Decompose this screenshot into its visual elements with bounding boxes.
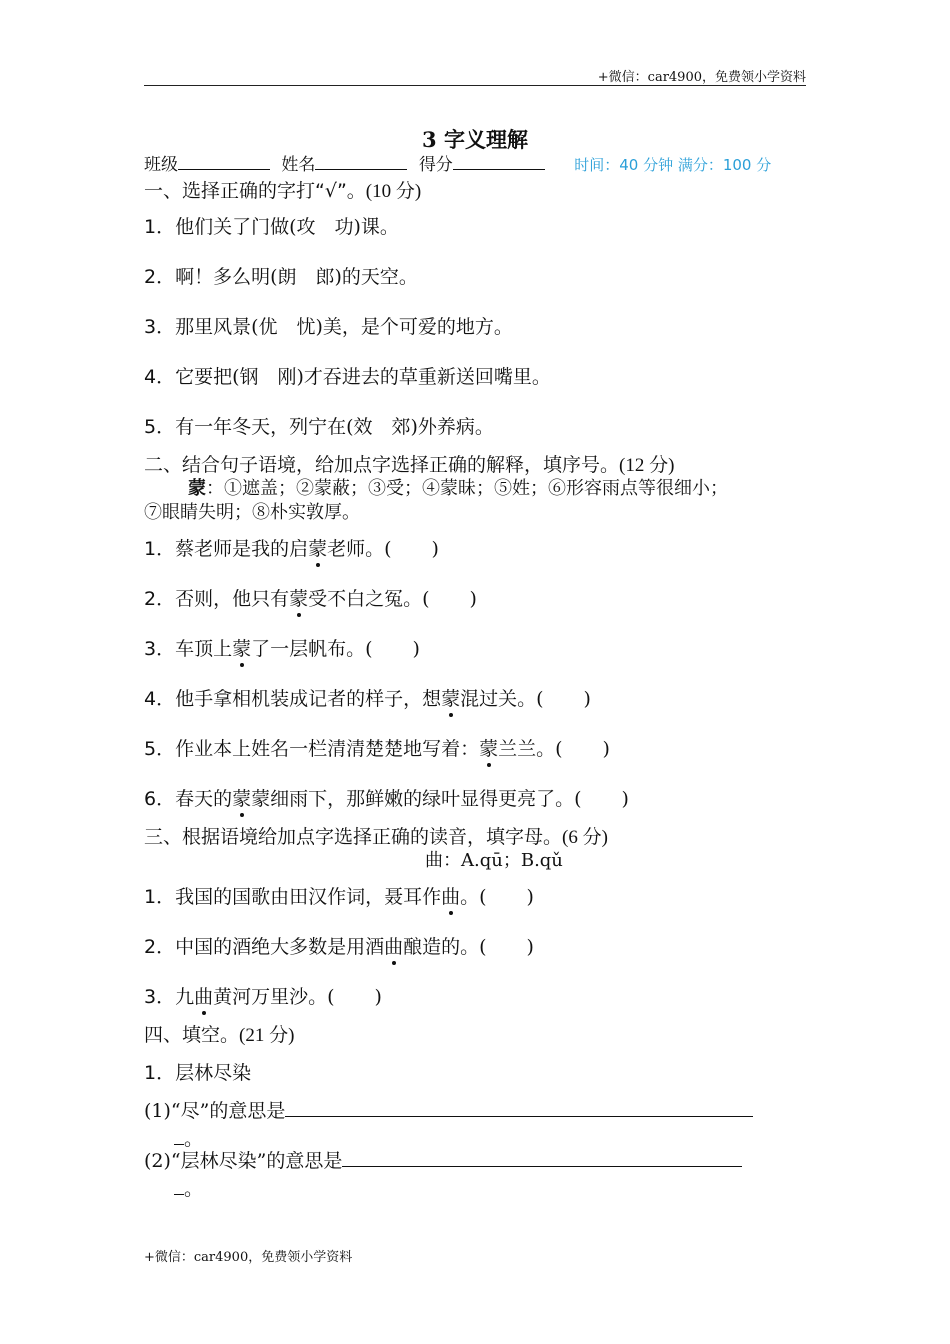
score-label: 得分	[418, 155, 453, 175]
paren-close: )	[412, 638, 420, 660]
question-text: 它要把(钢 刚)才吞进去的草重新送回嘴里。	[175, 366, 551, 388]
score-blank[interactable]	[453, 153, 545, 170]
question-text: 老师。(	[327, 538, 392, 560]
question-text: 车顶上	[175, 638, 233, 660]
question-text: 九	[175, 986, 195, 1008]
sub-label: (1)“尽”的意思是	[144, 1100, 286, 1122]
fill-line[interactable]	[342, 1148, 742, 1167]
paren-close: )	[431, 538, 439, 560]
page-title: 3 字义理解	[422, 127, 528, 152]
section2-title: 二、结合句子语境，给加点字选择正确的解释，填序号。	[144, 454, 620, 476]
question-number: 1．	[144, 886, 176, 908]
question-number: 5．	[144, 416, 176, 438]
question-text: 酿造的。(	[403, 936, 487, 958]
question-text: 混过关。(	[460, 688, 544, 710]
question-number: 6．	[144, 788, 176, 810]
question-text: 啊！多么明(朗 郎)的天空。	[175, 266, 418, 288]
header-note: +微信：car4900，免费领小学资料	[597, 70, 806, 85]
footer-note: +微信：car4900，免费领小学资料	[144, 1250, 353, 1265]
s4-sub-2-tail	[174, 1174, 203, 1201]
s2-question-5[interactable]	[144, 734, 610, 761]
question-text: 作业本上姓名一栏清清楚楚地写着：	[175, 738, 480, 760]
section2-points: (12 分)	[619, 455, 675, 476]
question-number: 3．	[144, 638, 176, 660]
paren-close: )	[621, 788, 629, 810]
s3-question-3[interactable]	[144, 982, 382, 1009]
dotted-char: 蒙	[308, 534, 327, 561]
reading-options: 曲：A.qū；B.qǔ	[425, 850, 563, 871]
sub-tail: 。	[184, 1128, 204, 1150]
paren-close: )	[374, 986, 382, 1008]
section2-heading	[144, 450, 674, 477]
question-text: 那里风景(优 忧)美，是个可爱的地方。	[175, 316, 513, 338]
info-row	[144, 150, 771, 175]
s1-question-3[interactable]	[144, 312, 513, 339]
question-text: 蒙细雨下，那鲜嫩的绿叶显得更亮了。(	[251, 788, 582, 810]
question-text: 他们关了门做(攻 功)课。	[175, 216, 399, 238]
dotted-char: 蒙	[232, 634, 251, 661]
header-rule	[144, 85, 806, 86]
paren-close: )	[526, 886, 534, 908]
dotted-char: 蒙	[479, 734, 498, 761]
question-number: 1．	[144, 538, 176, 560]
question-number: 3．	[144, 986, 176, 1008]
question-number: 2．	[144, 588, 176, 610]
question-text: 春天的	[175, 788, 233, 810]
s1-question-2[interactable]	[144, 262, 418, 289]
question-number: 2．	[144, 266, 176, 288]
fill-line[interactable]	[285, 1098, 753, 1117]
paren-close: )	[602, 738, 610, 760]
dotted-char: 蒙	[289, 584, 308, 611]
question-text: 受不白之冤。(	[308, 588, 430, 610]
question-number: 3．	[144, 316, 176, 338]
key-char: 蒙	[188, 478, 206, 499]
question-text: 。(	[460, 886, 487, 908]
s2-question-6[interactable]	[144, 784, 629, 811]
fill-line-end	[174, 1128, 184, 1145]
paren-close: )	[469, 588, 477, 610]
paren-close: )	[526, 936, 534, 958]
question-text: 他手拿相机装成记者的样子，想	[175, 688, 442, 710]
question-number: 4．	[144, 366, 176, 388]
sub-tail: 。	[184, 1178, 204, 1200]
question-text: 中国的酒绝大多数是用酒	[175, 936, 385, 958]
name-label: 姓名	[281, 155, 316, 175]
class-label: 班级	[144, 155, 178, 175]
section1-heading	[144, 176, 421, 203]
meanings-text: ：①遮盖；②蒙蔽；③受；④蒙昧；⑤姓；⑥形容雨点等很细小；	[206, 478, 728, 499]
s3-question-1[interactable]	[144, 882, 534, 909]
dotted-char: 曲	[441, 882, 460, 909]
section4-title: 四、填空。	[144, 1024, 240, 1046]
meanings-line1	[188, 474, 728, 500]
question-number: 5．	[144, 738, 176, 760]
s3-question-2[interactable]	[144, 932, 534, 959]
s1-question-5[interactable]	[144, 412, 494, 439]
section3-title: 三、根据语境给加点字选择正确的读音，填字母。	[144, 826, 563, 848]
section1-points: (10 分)	[365, 181, 422, 202]
question-number: 1．	[144, 1062, 176, 1084]
question-number: 1．	[144, 216, 176, 238]
meanings-line2: ⑦眼睛失明；⑧朴实敦厚。	[144, 502, 360, 523]
section3-heading	[144, 822, 608, 849]
s2-question-4[interactable]	[144, 684, 591, 711]
question-text: 有一年冬天，列宁在(效 郊)外养病。	[175, 416, 494, 438]
paren-close: )	[583, 688, 591, 710]
question-text: 蔡老师是我的启	[175, 538, 309, 560]
dotted-char: 曲	[194, 982, 213, 1009]
dotted-char: 蒙	[232, 784, 251, 811]
question-text: 黄河万里沙。(	[213, 986, 335, 1008]
question-text: 否则，他只有	[175, 588, 290, 610]
s2-question-2[interactable]	[144, 584, 477, 611]
question-text: 我国的国歌由田汉作词，聂耳作	[175, 886, 442, 908]
s2-question-3[interactable]	[144, 634, 420, 661]
question-text: 层林尽染	[175, 1062, 252, 1084]
s2-question-1[interactable]	[144, 534, 439, 561]
dotted-char: 蒙	[441, 684, 460, 711]
sub-label: (2)“层林尽染”的意思是	[144, 1150, 343, 1172]
section3-points: (6 分)	[562, 827, 608, 848]
s1-question-1[interactable]	[144, 212, 399, 239]
s4-item-1	[144, 1058, 251, 1085]
fill-line-end	[174, 1178, 184, 1195]
question-number: 4．	[144, 688, 176, 710]
time-full-note: 时间：40 分钟 满分：100 分	[574, 156, 772, 174]
section4-heading	[144, 1020, 294, 1047]
section4-points: (21 分)	[239, 1025, 295, 1046]
dotted-char: 曲	[384, 932, 403, 959]
section1-title: 一、选择正确的字打“√”。	[144, 180, 366, 202]
question-text: 兰兰。(	[498, 738, 563, 760]
s4-sub-1[interactable]	[144, 1096, 753, 1123]
question-number: 2．	[144, 936, 176, 958]
s4-sub-2[interactable]	[144, 1146, 742, 1173]
name-blank[interactable]	[315, 153, 407, 170]
question-text: 了一层帆布。(	[251, 638, 373, 660]
class-blank[interactable]	[178, 153, 270, 170]
s1-question-4[interactable]	[144, 362, 551, 389]
